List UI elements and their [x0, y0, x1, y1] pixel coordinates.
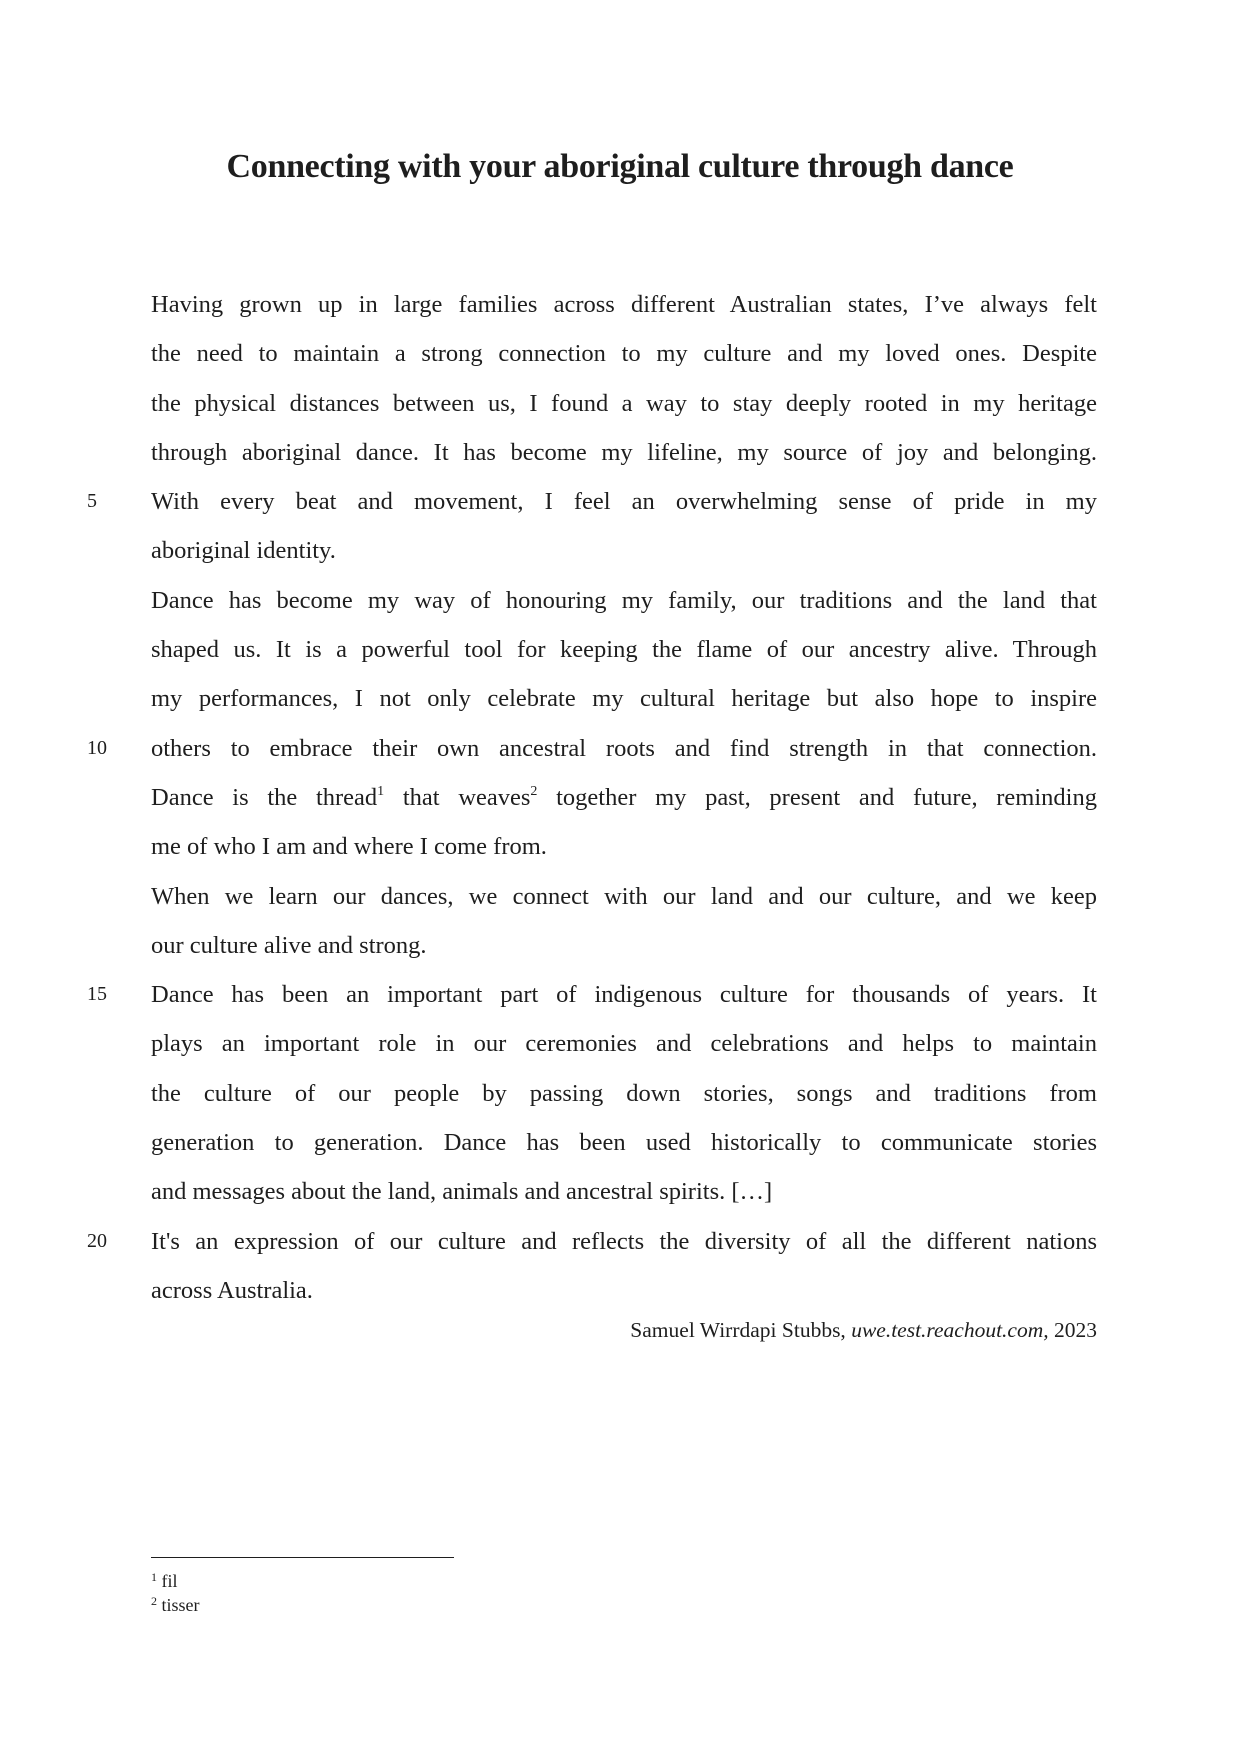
line-number: 20	[87, 1229, 107, 1252]
line-text: me of who I am and where I come from.	[151, 833, 547, 861]
text-line	[151, 329, 1097, 378]
text-line	[151, 822, 1097, 871]
line-text: Dance has become my way of honouring my family, our traditions and the land that	[151, 586, 1097, 614]
text-line	[151, 921, 1097, 970]
footnote-marker: 2	[151, 1594, 157, 1608]
line-text: together my past, present and future, reminding	[537, 783, 1097, 811]
text-line	[151, 674, 1097, 723]
text-line	[87, 477, 1097, 526]
line-text: When we learn our dances, we connect with our land and our culture, and we keep	[151, 882, 1097, 910]
attribution-year: 2023	[1048, 1318, 1097, 1342]
article-body	[87, 280, 1097, 1315]
text-line	[151, 872, 1097, 921]
line-number: 5	[87, 490, 97, 513]
line-text: Having grown up in large families across different Australian states, I’ve always felt	[151, 291, 1097, 318]
footnote-ref: 1	[377, 783, 385, 799]
line-text: our culture alive and strong.	[151, 931, 427, 959]
text-line	[151, 1266, 1097, 1315]
text-line	[151, 625, 1097, 674]
text-line	[151, 1019, 1097, 1068]
footnote-text: tisser	[157, 1595, 200, 1615]
footnote-marker: 1	[151, 1570, 157, 1584]
line-text: the culture of our people by passing down stories, songs and traditions from	[151, 1079, 1097, 1107]
footnote-divider	[151, 1557, 454, 1558]
attribution	[151, 1318, 1097, 1343]
line-text: With every beat and movement, I feel an overwhelming sense of pride in my	[151, 488, 1097, 516]
line-text: shaped us. It is a powerful tool for keeping the flame of our ancestry alive. Through	[151, 636, 1097, 664]
footnote-ref: 2	[530, 783, 538, 799]
text-line	[151, 379, 1097, 428]
footnotes	[151, 1569, 200, 1617]
footnote-text: fil	[157, 1571, 178, 1591]
page-title: Connecting with your aboriginal culture through dance	[226, 148, 1014, 185]
line-text: aboriginal identity.	[151, 537, 336, 565]
text-line	[151, 1167, 1097, 1216]
line-text: plays an important role in our ceremonies and celebrations and helps to maintain	[151, 1030, 1097, 1058]
attribution-author: Samuel Wirrdapi Stubbs,	[630, 1318, 852, 1342]
footnote	[151, 1593, 200, 1617]
text-line	[87, 970, 1097, 1019]
line-text: generation to generation. Dance has been used historically to communicate stories	[151, 1129, 1097, 1157]
text-line	[151, 773, 1097, 822]
line-number: 10	[87, 736, 107, 759]
line-text: through aboriginal dance. It has become my lifeline, my source of joy and belonging.	[151, 438, 1097, 466]
text-line	[87, 1217, 1097, 1266]
attribution-source: uwe.test.reachout.com,	[851, 1318, 1049, 1342]
text-line	[151, 576, 1097, 625]
line-text: my performances, I not only celebrate my cultural heritage but also hope to inspire	[151, 685, 1097, 713]
line-text: that weaves	[384, 783, 531, 811]
line-text: the physical distances between us, I found a way to stay deeply rooted in my heritage	[151, 389, 1097, 417]
line-text: Dance is the thread	[151, 783, 378, 811]
footnote	[151, 1569, 200, 1593]
text-line	[87, 724, 1097, 773]
line-text: Dance has been an important part of indigenous culture for thousands of years. It	[151, 981, 1097, 1009]
line-text: others to embrace their own ancestral roots and find strength in that connection.	[151, 734, 1097, 762]
text-line	[151, 1069, 1097, 1118]
text-line	[151, 428, 1097, 477]
text-line	[151, 1118, 1097, 1167]
line-text: It's an expression of our culture and reflects the diversity of all the different nations	[151, 1227, 1097, 1255]
line-text: and messages about the land, animals and ancestral spirits. […]	[151, 1178, 773, 1206]
text-line	[151, 280, 1097, 329]
line-number: 15	[87, 983, 107, 1006]
line-text: across Australia.	[151, 1276, 313, 1304]
line-text: the need to maintain a strong connection to my culture and my loved ones. Despite	[151, 340, 1097, 368]
text-line	[151, 526, 1097, 575]
